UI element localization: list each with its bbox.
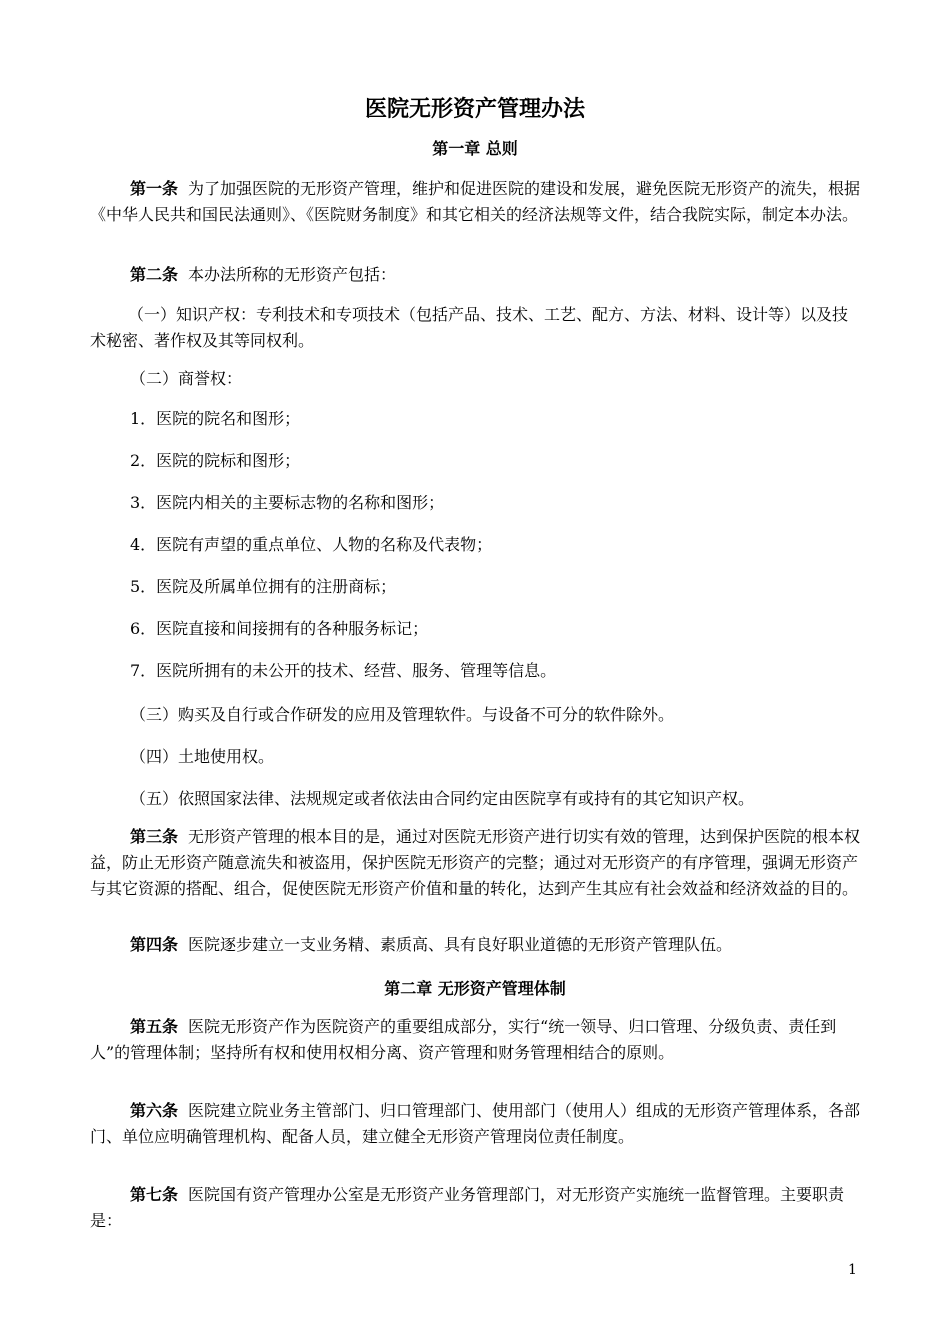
- item-3: （三）购买及自行或合作研发的应用及管理软件。与设备不可分的软件除外。: [130, 705, 675, 724]
- article-label: 第二条: [130, 265, 179, 284]
- article-1: [90, 176, 862, 228]
- item-4: （四）土地使用权。: [130, 747, 275, 766]
- article-text: 无形资产管理的根本目的是，通过对医院无形资产进行切实有效的管理，达到保护医院的根本权益，防止无形资产随意流失和被盗用，保护医院无形资产的完整；通过对无形资产的有序管理，强调无形资产与其它资源的搭配、组合，促使医院无形资产价值和量的转化，达到产生其应有社会效益和经济效益的目的。: [90, 827, 861, 898]
- sub-item-1: 1．医院的院名和图形；: [130, 409, 301, 428]
- item-5: （五）依照国家法律、法规规定或者依法由合同约定由医院享有或持有的其它知识产权。: [130, 789, 755, 808]
- article-label: 第一条: [130, 179, 179, 198]
- sub-item-7: 7．医院所拥有的未公开的技术、经营、服务、管理等信息。: [130, 661, 557, 680]
- article-4: [90, 932, 862, 958]
- document-title: 医院无形资产管理办法: [364, 97, 585, 122]
- sub-item-5: 5．医院及所属单位拥有的注册商标；: [130, 577, 397, 596]
- article-6: [90, 1098, 862, 1150]
- article-text: 医院国有资产管理办公室是无形资产业务管理部门，对无形资产实施统一监督管理。主要职责是：: [90, 1185, 845, 1230]
- article-text: 医院逐步建立一支业务精、素质高、具有良好职业道德的无形资产管理队伍。: [188, 935, 733, 954]
- item-1: （一）知识产权：专利技术和专项技术（包括产品、技术、工艺、配方、方法、材料、设计等）以及技术秘密、著作权及其等同权利。: [90, 305, 849, 350]
- sub-item-3: 3．医院内相关的主要标志物的名称和图形；: [130, 493, 445, 512]
- page-number: 1: [848, 1262, 857, 1278]
- article-5: [90, 1014, 862, 1066]
- article-label: 第四条: [130, 935, 179, 954]
- sub-item-6: 6．医院直接和间接拥有的各种服务标记；: [130, 619, 429, 638]
- article-text: 本办法所称的无形资产包括：: [188, 265, 397, 284]
- article-label: 第五条: [130, 1017, 179, 1036]
- article-text: 为了加强医院的无形资产管理，维护和促进医院的建设和发展，避免医院无形资产的流失，根据《中华人民共和国民法通则》、《医院财务制度》和其它相关的经济法规等文件，结合我院实际，制定本办法。: [90, 179, 861, 224]
- sub-item-2: 2．医院的院标和图形；: [130, 451, 301, 470]
- sub-item-4: 4．医院有声望的重点单位、人物的名称及代表物；: [130, 535, 493, 554]
- article-3: [90, 824, 862, 902]
- chapter-heading-2: 第二章 无形资产管理体制: [384, 979, 566, 998]
- article-text: 医院建立院业务主管部门、归口管理部门、使用部门（使用人）组成的无形资产管理体系，各部门、单位应明确管理机构、配备人员，建立健全无形资产管理岗位责任制度。: [90, 1101, 861, 1146]
- article-2: [90, 262, 862, 288]
- article-label: 第六条: [130, 1101, 179, 1120]
- article-label: 第七条: [130, 1185, 179, 1204]
- article-text: 医院无形资产作为医院资产的重要组成部分，实行“统一领导、归口管理、分级负责、责任到人”的管理体制；坚持所有权和使用权相分离、资产管理和财务管理相结合的原则。: [90, 1017, 837, 1062]
- item-2: （二）商誉权：: [130, 369, 243, 388]
- article-7: [90, 1182, 862, 1234]
- chapter-heading-1: 第一章 总则: [432, 139, 518, 158]
- article-label: 第三条: [130, 827, 179, 846]
